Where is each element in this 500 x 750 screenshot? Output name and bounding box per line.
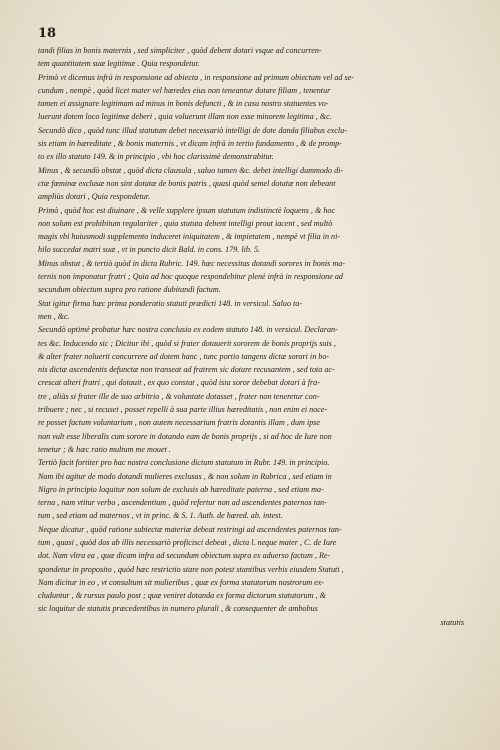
text-line: re posset factum voluntarium , non autem necessarium fratris dotantis illam , dum ipse (38, 418, 321, 428)
text-line: Primò vt dicemus infrà in responsione ad obiecta , in responsione ad primum obiectum vel ad se- (38, 72, 355, 82)
text-line: sis etiam in hæreditate , & bonis maternis , vt dicam infrà in tertio fundamento , & de promp- (38, 139, 342, 149)
text-line: cundum , nempè , quòd licet mater vel hæredes eius non teneantur dotare filiam , tenentur (38, 85, 331, 95)
text-line: luerunt dotem loco legitimæ deberi , quia voluerunt illam non esse minorem legitima , &c. (38, 112, 332, 122)
text-line: men , &c. (38, 311, 70, 321)
text-line: crescat alteri fratri , qui dotauit , ex quo constat , quòd ista soror debebat dotari à fra- (38, 378, 320, 388)
text-line: ternis non imponatur fratri ; Quia ad hoc quoque respondebitur plenè infrà in responsione ad (38, 272, 343, 282)
text-line: tum , quasi , quòd dos ab illis necessariò proficisci debeat , dicta l. neque mater , C. de Iure (38, 537, 337, 547)
text-line: tribuere ; nec , si recuset , posset repelli à sua parte illius hæreditatis , non enim ei noce- (38, 405, 328, 415)
text-line: tandi filias in bonis maternis , sed simpliciter , quòd debent dotari vsque ad concurren- (38, 46, 322, 55)
text-line: Nam dicitur in eo , vt consultum sit mulieribus , quæ ex forma statutorum nostrorum ex- (38, 577, 325, 587)
text-line: Stat igitur firma hæc prima ponderatio statuti prædicti 148. in versicul. Saluo ta- (38, 298, 303, 308)
text-line: to ex illo statuto 149. & in principio , vbi hoc clarissimè demonstrabitur. (38, 152, 274, 162)
text-line: statutis (440, 617, 464, 627)
text-line: Nam ibi agitur de modo dotandi mulieres exclusas , & non solum in Rubrica , sed etiam in (38, 471, 332, 481)
text-line: ampliùs dotari , Quia respondetur. (38, 192, 151, 202)
text-line: cluduntur , & rursus paulo post ; quæ veniret dotanda ex forma dictorum statutorum , & (38, 591, 326, 601)
text-line: tre , aliàs si frater ille de suo arbitrio , & voluntate dotasset , frater non teneretur con- (38, 391, 320, 401)
text-line: Tertiò facit fortiter pro hac nostra conclusione dictum statutum in Rubr. 149. in principio. (38, 458, 330, 468)
text-line: Primò , quòd hoc est diuinare , & velle supplere ipsum statutum indistinctè loquens , & hoc (38, 205, 336, 215)
page-number: 18 (38, 26, 57, 41)
body-text (38, 44, 470, 744)
text-line: Neque dicatur , quòd ratione subiectæ materiæ debeat restringi ad ascendentes paternos tan- (38, 524, 342, 534)
text-line: non solum est prohibitum regulariter , quia statuta debent intelligi prout iacent , sed multò (38, 218, 333, 228)
text-line: hilo succedat matri suæ , vt in puncto dicit Bald. in cons. 179. lib. 5. (38, 245, 261, 255)
text-line: secundum obiectum supra pro ratione dubitandi factum. (38, 285, 221, 295)
text-line: tes &c. Inducendo sic ; Dicitur ibi , quòd si frater dotauerit sororem de bonis proprijs suis , (38, 338, 336, 348)
text-line: tamen ei assignare legitimam ad minus in bonis defuncti , & in casu nostro statuentes vo- (38, 99, 329, 109)
text-line: dot. Nam vltra ea , quæ dicam infra ad secundum obiectum supra ex aduerso factum , Re- (38, 551, 331, 561)
text-line: Minus , & secundò obstat , quòd dicta clausula , saluo tamen &c. debet intelligi dummodo di- (38, 165, 344, 175)
text-line: non vult esse liberalis cum sorore in dotando eam de bonis proprijs , si ad hoc de Iure non (38, 431, 332, 441)
text-line: & alter frater noluerit concurrere ad dotem hanc , tunc portio tangens dictæ sorori in bo- (38, 351, 330, 361)
text-line: nis dictæ ascendentis defunctæ non transeat ad fratrem sic dotare recusantem , sed tota ac- (38, 365, 335, 375)
text-line: spondetur in proposito , quòd hæc restrictio stare non potest stantibus verbis eiusdem Statuti , (38, 564, 344, 574)
text-line: magis vbi huiusmodi supplemento induceret iniquitatem , & impietatem , nempè vt filia in ni- (38, 232, 341, 242)
text-line: Nigro in principio loquitur non solum de exclusis ab hæreditate paterna , sed etiam ma- (38, 484, 324, 494)
text-line: terna , nam vtitur verbo , ascendentium , quòd refertur non ad ascendentes paternos tan- (38, 498, 327, 508)
text-line: ctæ fœminæ exclusæ non sint dotatæ de bonis patris , quasi quòd semel dotatæ non debeant (38, 178, 336, 188)
text-line: tem quantitatem suæ legitimæ . Quia respondetur. (38, 59, 200, 69)
text-line: Minus obstat , & tertiò quòd in dicta Rubric. 149. hæc necessitas dotandi sorores in bonis ma- (38, 258, 346, 268)
text-line: Secundò dico , quòd tunc illud statutum debet necessariò intelligi de dote danda filiabus exclu- (38, 125, 347, 135)
text-line: tenetur ; & hæc ratio multum me mouet . (38, 444, 171, 454)
text-line: sic loquitur de statutis præcedentibus in numero plurali , & consequenter de ambobus (38, 604, 318, 614)
text-line: tum , sed etiam ad maternos , vt in princ. & S. 1. Auth. de hæred. ab. intest. (38, 511, 283, 521)
text-line: Secundò optimè probatur hæc nostra conclusio ex eodem statuto 148. in versicul. Declaran- (38, 325, 338, 335)
